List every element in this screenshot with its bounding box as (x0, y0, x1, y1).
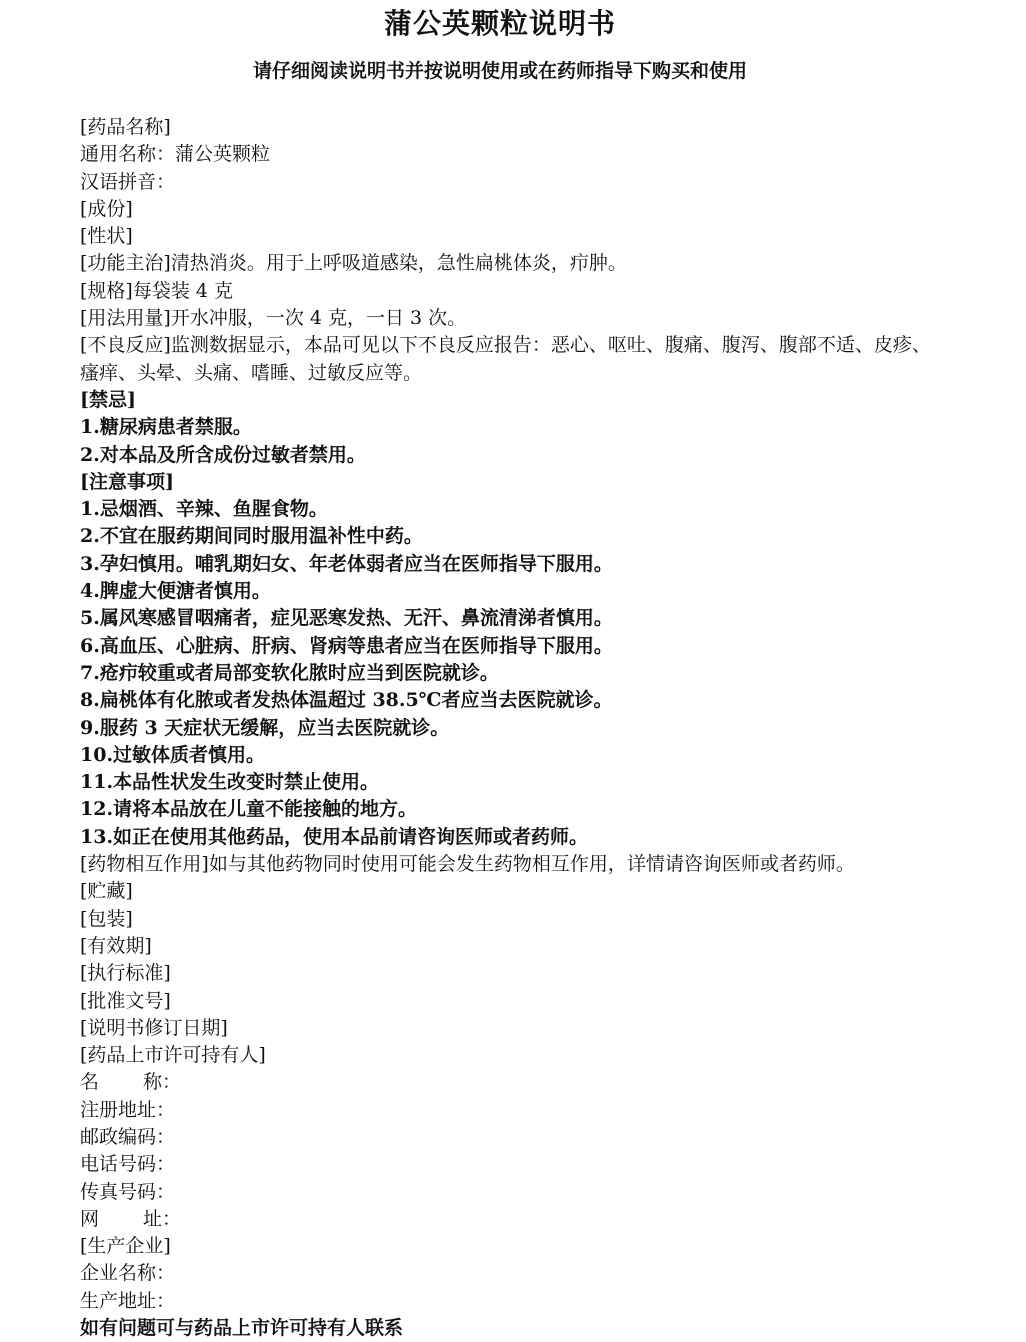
approval-number-header: [批准文号] (80, 989, 171, 1012)
revision-date-header: [说明书修订日期] (80, 1016, 228, 1039)
adverse-reactions: [不良反应]监测数据显示，本品可见以下不良反应报告：恶心、呕吐、腹痛、腹泻、腹部不适、皮疹、瘙痒、头晕、头痛、嗜睡、过敏反应等。 (80, 334, 931, 384)
document-subtitle: 请仔细阅读说明书并按说明使用或在药师指导下购买和使用 (252, 60, 747, 82)
dosage: [用法用量]开水冲服，一次 4 克，一日 3 次。 (80, 307, 467, 330)
mah-address: 注册地址： (80, 1098, 176, 1121)
precaution-item: 4.脾虚大便溏者慎用。 (80, 580, 271, 603)
precaution-item: 6.高血压、心脏病、肝病、肾病等患者应当在医师指导下服用。 (80, 634, 613, 657)
ingredients-header: [成份] (80, 197, 133, 220)
manufacturer-header: [生产企业] (80, 1235, 171, 1258)
specification: [规格]每袋装 4 克 (80, 279, 233, 302)
mah-header: [药品上市许可持有人] (80, 1044, 266, 1067)
storage-header: [贮藏] (80, 880, 133, 903)
contraindications-header: [禁忌] (80, 388, 136, 411)
precautions-header: [注意事项] (80, 470, 174, 493)
contraindication-item: 2.对本品及所含成份过敏者禁用。 (80, 443, 366, 466)
mah-website (80, 1206, 940, 1233)
manufacturer-name: 企业名称： (80, 1262, 176, 1285)
precaution-item: 10.过敏体质者慎用。 (80, 743, 266, 766)
drug-name-header: [药品名称] (80, 116, 171, 138)
mah-phone: 电话号码： (80, 1153, 176, 1176)
mah-website-label-b: 址： (143, 1207, 182, 1230)
leaflet-body (80, 114, 940, 1342)
precaution-item: 7.疮疖较重或者局部变软化脓时应当到医院就诊。 (80, 661, 499, 684)
manufacturer-address: 生产地址： (80, 1289, 176, 1312)
contact-note: 如有问题可与药品上市许可持有人联系 (80, 1317, 404, 1340)
packaging-header: [包装] (80, 907, 133, 930)
mah-name-label-a: 名 (80, 1071, 100, 1094)
document-title: 蒲公英颗粒说明书 (383, 7, 616, 40)
precaution-item: 2.不宜在服药期间同时服用温补性中药。 (80, 525, 423, 548)
precaution-item: 5.属风寒感冒咽痛者，症见恶寒发热、无汗、鼻流清涕者慎用。 (80, 607, 613, 630)
indications: [功能主治]清热消炎。用于上呼吸道感染，急性扁桃体炎，疖肿。 (80, 252, 627, 275)
mah-name-label-b: 称： (143, 1071, 182, 1094)
mah-website-label-a: 网 (80, 1207, 100, 1230)
precaution-item: 9.服药 3 天症状无缓解，应当去医院就诊。 (80, 716, 450, 739)
mah-postcode: 邮政编码： (80, 1125, 176, 1148)
precaution-item: 11.本品性状发生改变时禁止使用。 (80, 771, 380, 794)
standard-header: [执行标准] (80, 962, 171, 985)
precaution-item: 3.孕妇慎用。哺乳期妇女、年老体弱者应当在医师指导下服用。 (80, 552, 613, 575)
precaution-item: 13.如正在使用其他药品，使用本品前请咨询医师或者药师。 (80, 825, 589, 848)
pinyin-name: 汉语拼音： (80, 170, 176, 193)
precaution-item: 12.请将本品放在儿童不能接触的地方。 (80, 798, 418, 821)
drug-interactions: [药物相互作用]如与其他药物同时使用可能会发生药物相互作用，详情请咨询医师或者药师。 (80, 853, 855, 876)
contraindication-item: 1.糖尿病患者禁服。 (80, 416, 252, 439)
generic-name: 通用名称：蒲公英颗粒 (80, 143, 271, 166)
properties-header: [性状] (80, 225, 133, 248)
precaution-item: 1.忌烟酒、辛辣、鱼腥食物。 (80, 498, 328, 521)
mah-fax: 传真号码： (80, 1180, 176, 1203)
expiry-header: [有效期] (80, 934, 152, 957)
mah-name (80, 1069, 940, 1096)
precaution-item: 8.扁桃体有化脓或者发热体温超过 38.5℃者应当去医院就诊。 (80, 689, 613, 712)
